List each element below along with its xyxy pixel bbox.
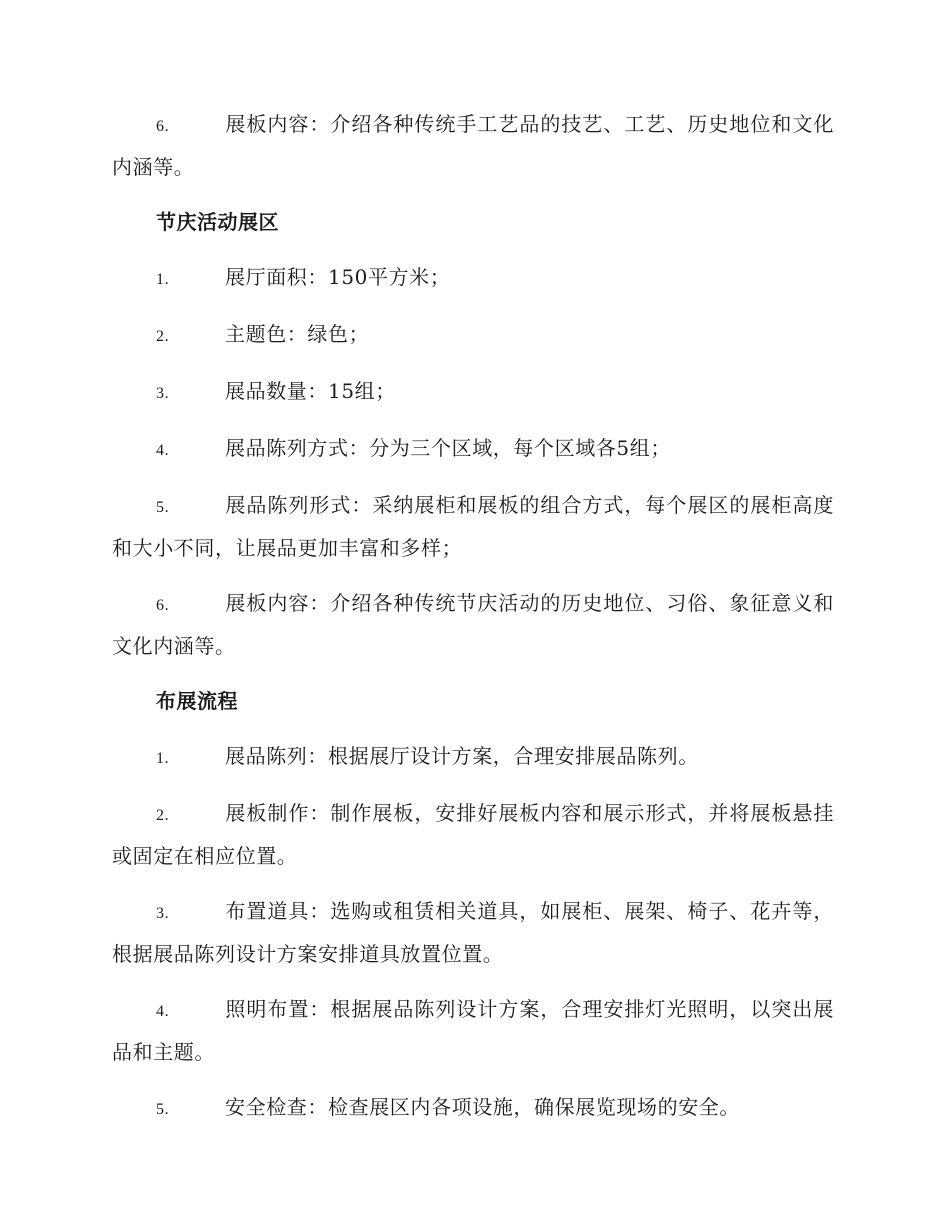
list-item (112, 485, 834, 569)
item-text: 照明布置：根据展品陈列设计方案，合理安排灯光照明，以突出展品和主题。 (112, 997, 834, 1064)
item-text: 展品陈列：根据展厅设计方案，合理安排展品陈列。 (225, 744, 699, 768)
item-number: 2. (156, 807, 170, 824)
item-number: 6. (156, 118, 170, 135)
item-number: 4. (156, 1003, 170, 1020)
list-item (112, 736, 834, 779)
item-number: 2. (156, 328, 170, 345)
list-item (112, 583, 834, 667)
list-item (112, 257, 834, 300)
list-item (112, 371, 834, 414)
item-text: 展品陈列方式：分为三个区域，每个区域各5组； (225, 436, 671, 460)
list-item (112, 428, 834, 471)
document-body (112, 104, 834, 1144)
item-text: 展板制作：制作展板，安排好展板内容和展示形式，并将展板悬挂或固定在相应位置。 (112, 801, 834, 868)
list-item (112, 104, 834, 188)
item-number: 1. (156, 750, 170, 767)
item-text: 展品数量：15组； (225, 379, 396, 403)
item-text: 安全检查：检查展区内各项设施，确保展览现场的安全。 (225, 1095, 740, 1119)
item-number: 6. (156, 597, 170, 614)
list-item (112, 793, 834, 877)
item-number: 4. (156, 442, 170, 459)
section-heading-festival-zone: 节庆活动展区 (156, 210, 279, 234)
item-text: 展板内容：介绍各种传统节庆活动的历史地位、习俗、象征意义和文化内涵等。 (112, 591, 834, 658)
item-number: 5. (156, 499, 170, 516)
item-text: 主题色：绿色； (225, 322, 370, 346)
list-item (112, 1087, 834, 1130)
item-text: 布置道具：选购或租赁相关道具，如展柜、展架、椅子、花卉等，根据展品陈列设计方案安排道具放置位置。 (112, 899, 834, 966)
item-number: 1. (156, 271, 170, 288)
list-item (112, 989, 834, 1073)
item-text: 展厅面积：150平方米； (225, 265, 451, 289)
item-text: 展板内容：介绍各种传统手工艺品的技艺、工艺、历史地位和文化内涵等。 (112, 112, 834, 179)
item-number: 3. (156, 905, 170, 922)
list-item (112, 891, 834, 975)
section-heading-setup-process: 布展流程 (156, 689, 238, 713)
item-number: 3. (156, 385, 170, 402)
list-item (112, 314, 834, 357)
item-number: 5. (156, 1101, 170, 1118)
item-text: 展品陈列形式：采纳展柜和展板的组合方式，每个展区的展柜高度和大小不同，让展品更加丰富和多样； (112, 493, 834, 560)
